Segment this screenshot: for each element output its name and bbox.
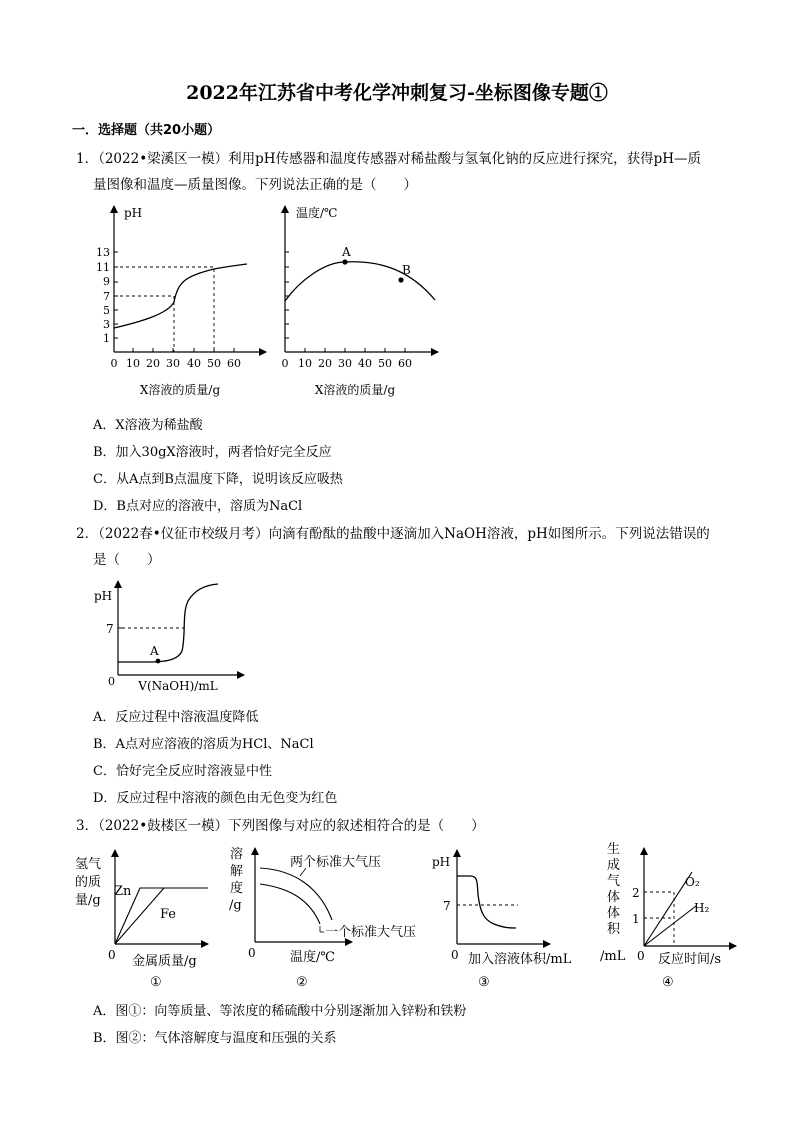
ytick: 7 [103, 290, 110, 303]
svg-text:B: B [402, 263, 411, 277]
ph-curve [457, 876, 516, 928]
page-title: 2022年江苏省中考化学冲刺复习-坐标图像专题① [186, 82, 608, 104]
svg-text:量/g: 量/g [75, 893, 101, 908]
svg-text:氢气: 氢气 [75, 857, 102, 872]
svg-text:③: ③ [478, 975, 490, 990]
ylabel: pH [124, 206, 143, 220]
ytick: 1 [103, 332, 110, 345]
svg-text:溶: 溶 [230, 847, 244, 862]
xtick: 60 [227, 357, 241, 370]
svg-text:积: 积 [607, 922, 621, 937]
point-b [398, 277, 403, 282]
q1-option-c: C．从A点到B点温度下降，说明该反应吸热 [93, 472, 343, 487]
q2-chart [88, 575, 248, 695]
ytick: 7 [106, 622, 114, 636]
svg-text:40: 40 [358, 357, 372, 370]
xtick: 40 [187, 357, 201, 370]
ytick: 3 [103, 318, 110, 331]
q3-stem: 3．（2022•鼓楼区一模）下列图像与对应的叙述相符合的是（ ） [76, 818, 485, 834]
q3-figures [70, 838, 740, 993]
svg-text:A: A [150, 644, 159, 658]
svg-text:体: 体 [607, 890, 621, 905]
section-heading: 一．选择题（共20小题） [72, 123, 221, 138]
q3-fig1 [75, 850, 208, 990]
q1-stem-line2: 量图像和温度—质量图像。下列说法正确的是（ ） [93, 177, 417, 193]
point-a [342, 259, 347, 264]
origin: 0 [108, 675, 115, 688]
q1-chart-ph [96, 206, 266, 397]
curve-one-atm [260, 884, 320, 924]
svg-text:20: 20 [318, 357, 332, 370]
svg-text:两个标准大气压: 两个标准大气压 [290, 855, 382, 870]
ylabel: pH [94, 589, 113, 603]
xtick: 20 [146, 357, 160, 370]
xtick: 50 [207, 357, 221, 370]
q2-option-b: B．A点对应溶液的溶质为HCl、NaCl [93, 737, 314, 752]
svg-text:2: 2 [632, 886, 640, 900]
svg-text:pH: pH [432, 855, 451, 869]
svg-text:成: 成 [607, 858, 621, 873]
svg-text:一个标准大气压: 一个标准大气压 [325, 925, 417, 940]
q1-option-b: B．加入30gX溶液时，两者恰好完全反应 [93, 445, 332, 460]
q1-figures [90, 198, 450, 408]
q1-option-a: A．X溶液为稀盐酸 [93, 418, 203, 433]
q1-chart-temp [282, 205, 439, 397]
svg-text:/g: /g [229, 898, 242, 913]
ytick: 11 [96, 261, 110, 274]
o2-label: O₂ [685, 875, 700, 889]
xlabel: V(NaOH)/mL [138, 679, 218, 693]
svg-text:①: ① [150, 975, 162, 990]
xtick: 10 [126, 357, 140, 370]
svg-text:0: 0 [637, 949, 645, 963]
svg-text:体: 体 [607, 906, 621, 921]
svg-text:7: 7 [443, 899, 451, 913]
svg-text:气: 气 [607, 874, 621, 889]
xtick: 0 [110, 357, 118, 370]
q3-fig3 [432, 850, 572, 990]
svg-text:A: A [342, 245, 351, 259]
q2-option-a: A．反应过程中溶液温度降低 [93, 710, 259, 725]
q3-fig2 [229, 846, 416, 990]
xlabel: X溶液的质量/g [139, 383, 221, 397]
q3-option-a: A．图①：向等质量、等浓度的稀硫酸中分别逐渐加入锌粉和铁粉 [93, 1004, 467, 1019]
svg-text:60: 60 [398, 357, 412, 370]
svg-text:反应时间/s: 反应时间/s [658, 952, 722, 967]
svg-text:②: ② [296, 975, 308, 990]
q3-option-b: B．图②：气体溶解度与温度和压强的关系 [93, 1031, 337, 1046]
svg-text:0: 0 [281, 357, 289, 370]
xlabel: X溶液的质量/g [314, 383, 396, 397]
svg-text:温度/℃: 温度/℃ [290, 950, 335, 965]
svg-text:④: ④ [662, 975, 674, 990]
q3-fig4 [600, 841, 736, 990]
h2-label: H₂ [694, 901, 710, 915]
zn-label: Zn [114, 884, 132, 899]
svg-text:10: 10 [298, 357, 312, 370]
q1-option-d: D．B点对应的溶液中，溶质为NaCl [93, 499, 303, 514]
svg-text:金属质量/g: 金属质量/g [132, 954, 197, 969]
svg-text:50: 50 [378, 357, 392, 370]
svg-text:/mL: /mL [600, 949, 626, 964]
fe-label: Fe [160, 907, 177, 922]
q2-option-c: C．恰好完全反应时溶液显中性 [93, 764, 272, 779]
ytick: 5 [103, 304, 110, 317]
q2-option-d: D．反应过程中溶液的颜色由无色变为红色 [93, 791, 338, 806]
ph-curve [118, 584, 218, 662]
q1-stem-line1: 1．（2022•梁溪区一模）利用pH传感器和温度传感器对稀盐酸与氢氧化钠的反应进行探究，获得pH—质 [76, 151, 701, 167]
q2-stem-line2: 是（ ） [93, 552, 161, 568]
svg-text:0: 0 [108, 948, 116, 962]
svg-text:1: 1 [632, 912, 640, 926]
xtick: 30 [166, 357, 180, 370]
ytick: 9 [103, 275, 110, 288]
svg-text:30: 30 [338, 357, 352, 370]
svg-text:生: 生 [607, 842, 621, 857]
svg-text:0: 0 [451, 948, 459, 962]
svg-text:的质: 的质 [75, 875, 102, 890]
q2-stem-line1: 2．（2022春•仪征市校级月考）向滴有酚酞的盐酸中逐滴加入NaOH溶液，pH如图所示。下列说法错误的 [76, 526, 710, 542]
ylabel: 温度/℃ [296, 206, 338, 220]
svg-text:度: 度 [230, 881, 244, 896]
curve-two-atm [260, 868, 332, 920]
temp-curve [285, 262, 435, 301]
point-a [156, 659, 161, 664]
svg-text:0: 0 [248, 946, 256, 960]
svg-text:加入溶液体积/mL: 加入溶液体积/mL [468, 952, 572, 967]
ytick: 13 [96, 246, 110, 259]
svg-text:解: 解 [230, 864, 244, 879]
h2-line [644, 906, 696, 946]
